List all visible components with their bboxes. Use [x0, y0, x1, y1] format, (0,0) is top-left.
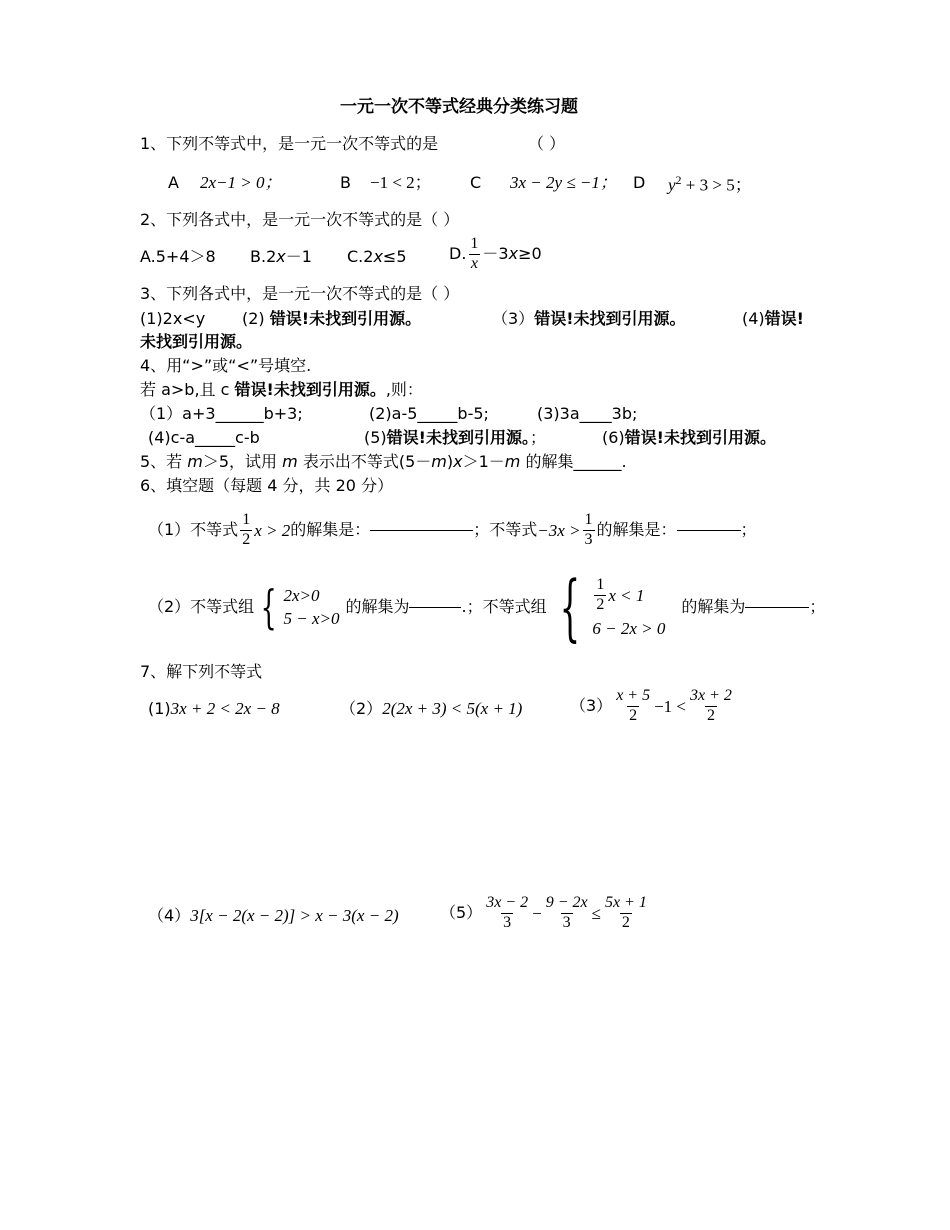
q7-problem-1: (1)3x + 2 < 2x − 8: [148, 699, 280, 718]
q1-option-a-expr: 2x−1 > 0；: [200, 173, 282, 192]
page-title: 一元一次不等式经典分类练习题: [340, 97, 578, 117]
q7-problem-3: （3） $\frac{x + 5}{2}$ −1 < $\frac{3x + 2}{2}$: [570, 687, 732, 724]
q6-line-1: （1）不等式 $\frac{1}{2}$ x > 2 的解集是： ；不等式 −3x > $\frac{1}{3}$ 的解集是： ；: [148, 511, 757, 548]
q1-option-b-expr: −1 < 2；: [370, 173, 432, 192]
q2-option-d: D. $\frac{1}{x}$ －3 x ≥0: [449, 235, 542, 272]
q7-stem: 7、解下列不等式: [140, 662, 263, 681]
q6-stem: 6、填空题（每题 4 分，共 20 分）: [140, 476, 394, 495]
q4-stem: 4、用“>”或“<”号填空.: [140, 356, 312, 375]
q3-stem: 3、下列各式中，是一元一次不等式的是（ ）: [140, 284, 460, 303]
q2-option-b: B.2x－1: [250, 247, 312, 266]
q1-option-c-expr: 3x − 2y ≤ −1；: [510, 173, 617, 192]
q6-line-2: （2）不等式组 { 2x>0 5 − x>0 的解集为 .；不等式组 { $\frac{1}{2}$ x < 1 6 − 2x > 0 的解集为 ；: [148, 565, 826, 649]
q1-option-b-label: B: [340, 173, 351, 192]
q3-option-4: (4)错误!: [742, 309, 804, 328]
q3-option-1: (1)2x<y: [140, 309, 206, 328]
q4-condition: 若 a>b,且 c 错误!未找到引用源。,则：: [140, 380, 423, 399]
q1-option-a-label: A: [168, 173, 179, 192]
q7-problem-5: （5） $\frac{3x - 2}{3}$ − $\frac{9 - 2x}{3}$ ≤ $\frac{5x + 1}{2}$: [440, 894, 647, 931]
q1-option-c-label: C: [470, 173, 482, 192]
q7-problem-2: （2）2(2x + 3) < 5(x + 1): [340, 699, 523, 718]
q3-option-4-cont: 未找到引用源。: [140, 332, 253, 351]
q5-text: 5、若 m＞5，试用 m 表示出不等式(5－m)x＞1－m 的解集______.: [140, 452, 627, 471]
q4-part-6: (6)错误!未找到引用源。: [602, 428, 776, 447]
q3-option-3: （3）错误!未找到引用源。: [492, 309, 686, 328]
q4-part-2: (2)a-5_____b-5;: [369, 404, 489, 423]
q4-part-1: （1）a+3______b+3;: [140, 404, 303, 423]
q2-stem: 2、下列各式中，是一元一次不等式的是（ ）: [140, 210, 460, 229]
q4-part-3: (3)3a____3b;: [537, 404, 638, 423]
q7-problem-4: （4）3[x − 2(x − 2)] > x − 3(x − 2): [148, 906, 399, 925]
q1-stem: 1、下列不等式中，是一元一次不等式的是: [140, 134, 439, 153]
q3-option-2: (2) 错误!未找到引用源。: [242, 309, 422, 328]
q2-option-c: C.2x≤5: [347, 247, 407, 266]
q1-answer-paren: （ ）: [528, 134, 566, 153]
q2-option-a: A.5+4＞8: [140, 247, 216, 266]
q4-part-4: (4)c-a_____c-b: [148, 428, 260, 447]
q1-option-d-label: D: [633, 173, 646, 192]
q4-part-5: (5)错误!未找到引用源。；: [364, 428, 546, 447]
q1-option-d-expr: $y^2 + 3 > 5$；: [668, 173, 752, 195]
